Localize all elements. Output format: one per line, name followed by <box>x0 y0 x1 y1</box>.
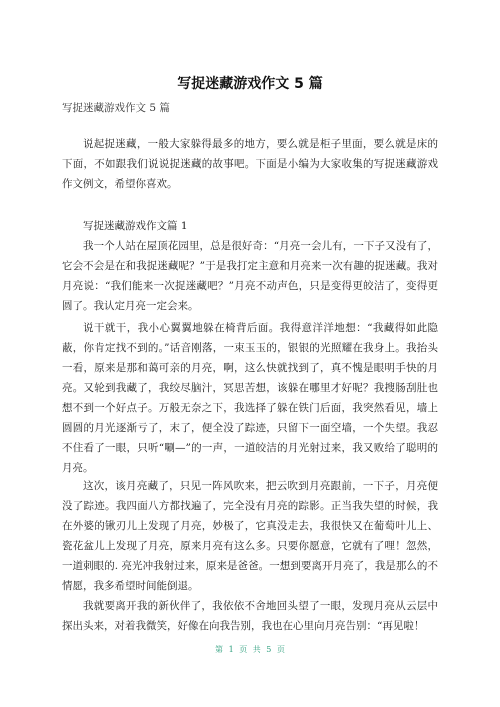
body-paragraph-2: 说干就干，我小心翼翼地躲在椅背后面。我得意洋洋地想：“我藏得如此隐蔽，你肯定找不到的。”话音刚落，一束玉玉的，银银的光照耀在我身上。我抬头一看，原来是那和蔼可亲的月亮，啊，这么快就找到了，真不愧是眼明手快的月亮。又轮到我藏了，我绞尽脑汁，冥思苦想，该躲在哪里才好呢？我搜肠刮肚也想不到一个好点子。万般无奈之下，我选择了躲在铁门后面，我突然看见，墙上圆圆的月光逐渐亏了，末了，便全没了踪迹，只留下一面空墙，一个失望。我忍不住看了一眼，只听“唰—”的一声，一道皎洁的月光射过来，我又败给了聪明的月亮。 <box>62 322 438 474</box>
body-paragraph-1: 我一个人站在屋顶花园里，总是很好奇：“月亮一会儿有，一下子又没有了，它会不会是在和我捉迷藏呢？”于是我打定主意和月亮来一次有趣的捉迷藏。我对月亮说：“我们能来一次捉迷藏吧？”月亮不动声色，只是变得更皎洁了，变得更圆了。我认定月亮一定会来。 <box>62 240 438 312</box>
document-subtitle: 写捉迷藏游戏作文 5 篇 <box>62 102 170 114</box>
page-footer: 第 1 页 共 5 页 <box>215 645 285 654</box>
body-paragraph-4: 我就要离开我的新伙伴了，我依依不舍地回头望了一眼，发现月亮从云层中探出头来，对着我微笑，好像在向我告别，我也在心里向月亮告别：“再见啦！ <box>62 600 438 632</box>
section-heading: 写捉迷藏游戏作文篇 1 <box>83 220 188 232</box>
body-paragraph-3: 这次，该月亮藏了，只见一阵风吹来，把云吹到月亮跟前，一下子，月亮便没了踪迹。我四面八方都找遍了，完全没有月亮的踪影。正当我失望的时候，我在外婆的锹刃儿上发现了月亮，妙极了，它真没走去，我很快又在葡萄叶儿上、瓷花盆儿上发现了月亮，原来月亮有这么多。只要你愿意，它就有了哩！忽然，一道刺眼的. 亮光冲我射过来，原来是爸爸。一想到要离开月亮了，我是那么的不情愿，我多希望时间能倒退。 <box>62 480 438 592</box>
intro-paragraph: 说起捉迷藏，一般大家躲得最多的地方，要么就是柜子里面，要么就是床的下面，不如跟我们说说捉迷藏的故事吧。下面是小编为大家收集的写捉迷藏游戏作文例文，希望你喜欢。 <box>62 138 438 190</box>
document-title: 写捉迷藏游戏作文 5 篇 <box>177 76 323 92</box>
